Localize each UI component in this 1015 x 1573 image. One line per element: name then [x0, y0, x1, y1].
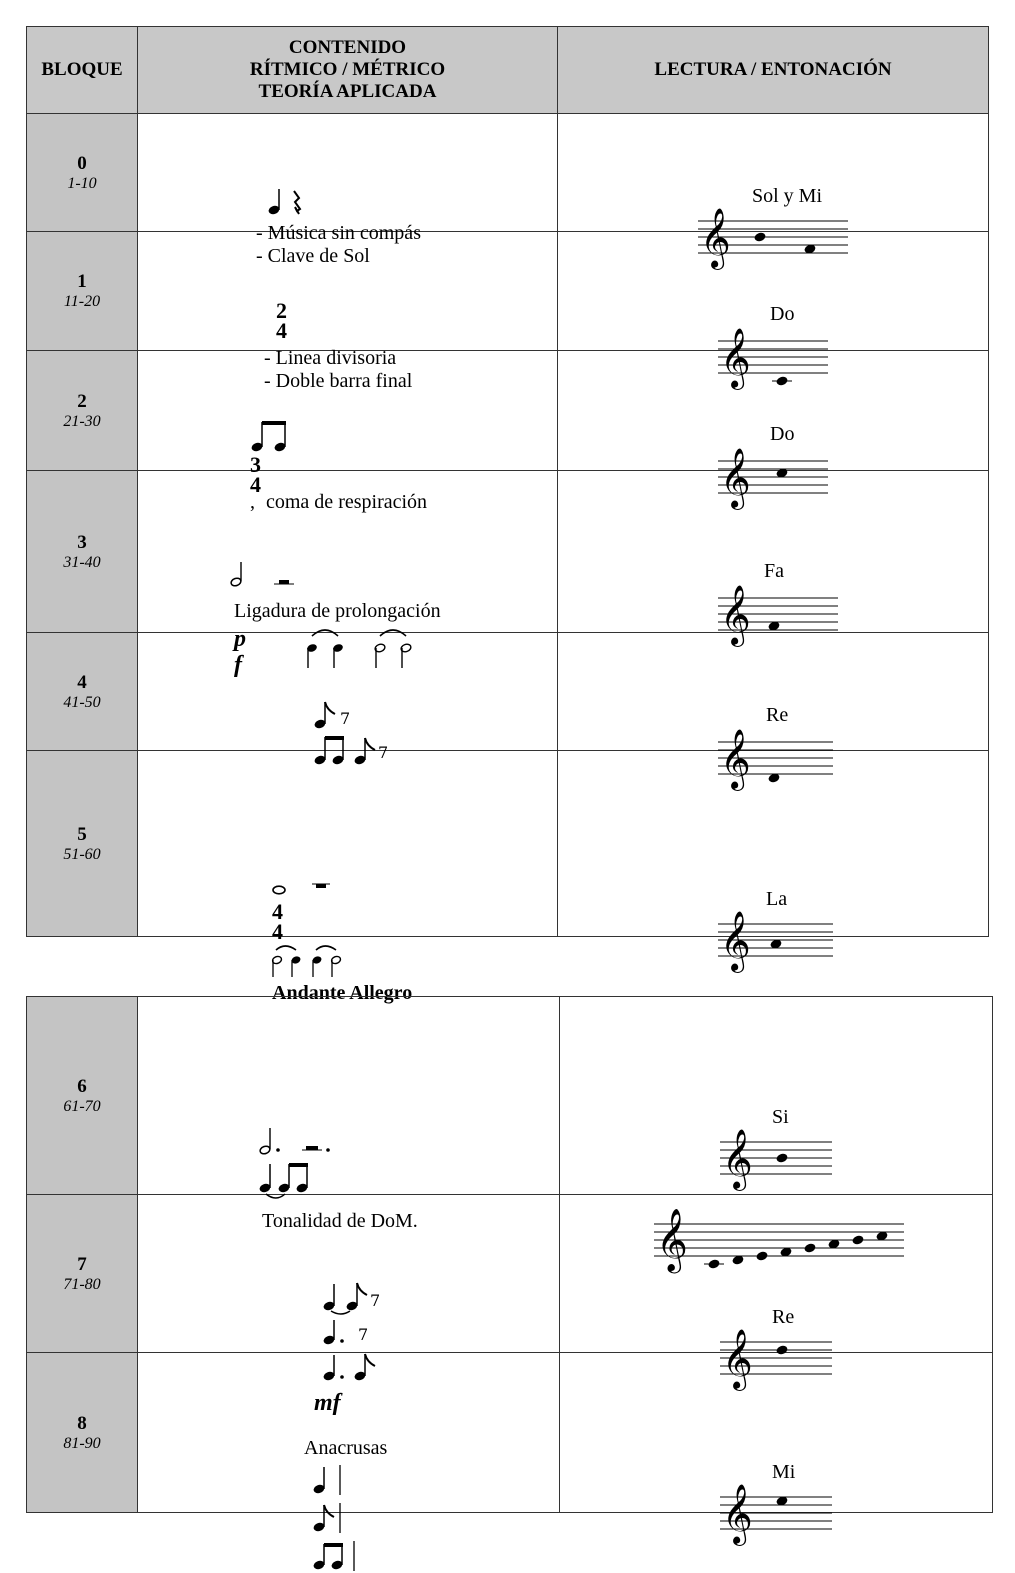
tempo-text: Andante Allegro [272, 981, 413, 1004]
content-cell [138, 114, 558, 267]
block-number: 5 [77, 823, 87, 845]
table-row [27, 633, 989, 751]
note-name: Fa [764, 559, 784, 582]
block-id [27, 1353, 138, 1513]
beamed-eighths-rest-icon [314, 734, 404, 766]
table-row [27, 1353, 993, 1513]
content-cell [138, 751, 558, 1004]
whole-note-rest-icon [272, 880, 342, 900]
svg-text:𝄞: 𝄞 [720, 328, 751, 388]
staff-do-icon [718, 329, 828, 399]
dotted-quarter-rest-icon [322, 1318, 382, 1348]
time-signature [250, 451, 261, 497]
staff-si-icon [720, 1130, 832, 1200]
content-text: - Linea divisoria [264, 347, 397, 369]
block-number: 3 [77, 531, 87, 553]
block-range: 61-70 [63, 1097, 101, 1115]
svg-text:𝄞: 𝄞 [722, 1128, 753, 1189]
block-range: 1-10 [67, 174, 97, 192]
staff-c-major-scale-icon [654, 1207, 904, 1280]
svg-text:7: 7 [358, 1324, 369, 1344]
block-id [27, 232, 138, 351]
staff-sol-mi-icon [698, 209, 848, 279]
table-row [27, 351, 989, 471]
block-number: 1 [77, 271, 87, 292]
note-name: Do [770, 303, 795, 325]
time-signature [276, 298, 287, 343]
tied-quarter-eighth-icon [322, 1280, 392, 1314]
svg-text:𝄞: 𝄞 [722, 1328, 753, 1389]
anacrusis-beamed-eighths-icon [312, 1541, 368, 1573]
tied-notes-icon [306, 622, 436, 672]
header-lectura: LECTURA / ENTONACIÓN [558, 27, 989, 114]
block-id [27, 351, 138, 471]
block-id [27, 633, 138, 751]
content-text: - Música sin compás [256, 221, 421, 244]
block-range: 41-50 [63, 693, 101, 711]
table-row [27, 114, 989, 232]
dynamic-mezzoforte: mf [314, 1389, 341, 1416]
beamed-eighths-icon [250, 419, 295, 453]
content-cell [138, 997, 560, 1232]
svg-text:𝄞: 𝄞 [720, 447, 751, 508]
block-range: 51-60 [63, 845, 101, 863]
time-signature-bottom: 4 [276, 318, 287, 343]
staff-mi-high-icon [720, 1485, 832, 1555]
block-id [27, 114, 138, 232]
staff-la-icon [718, 912, 833, 982]
note-name: Si [772, 1105, 789, 1128]
svg-text:7: 7 [370, 1290, 381, 1310]
header-bloque: BLOQUE [27, 27, 138, 114]
anacrusis-quarter-icon [312, 1465, 352, 1497]
block-number: 2 [77, 390, 87, 412]
block-range: 71-80 [63, 1275, 101, 1293]
block-id [27, 471, 138, 633]
half-note-rest-icon [230, 558, 310, 588]
svg-text:7: 7 [340, 708, 351, 728]
block-table-1 [26, 26, 989, 1004]
tied-notes-icon [272, 940, 372, 980]
dynamic-piano: p [234, 625, 246, 652]
content-text: - Clave de Sol [256, 244, 370, 267]
dynamic-forte: f [234, 651, 242, 678]
block-number: 6 [77, 1075, 87, 1097]
staff-re-high-icon [720, 1330, 832, 1400]
table-row [27, 751, 989, 937]
svg-text:𝄞: 𝄞 [656, 1207, 688, 1271]
staff-re-icon [718, 730, 833, 800]
content-text: coma de respiración [266, 490, 428, 513]
reading-cell [560, 997, 993, 1271]
block-number: 4 [77, 671, 87, 693]
time-signature-bottom: 4 [250, 471, 261, 497]
svg-text:𝄞: 𝄞 [720, 584, 751, 645]
note-name: Do [770, 422, 795, 445]
note-name: La [766, 887, 788, 910]
quarter-beamed-eighths-icon [258, 1158, 328, 1200]
eighth-note-rest-icon [314, 700, 364, 730]
time-signature [272, 898, 283, 944]
svg-text:𝄞: 𝄞 [720, 728, 751, 789]
block-range: 21-30 [63, 412, 101, 430]
header-contenido-line2: RÍTMICO / MÉTRICO [249, 59, 446, 80]
staff-do-high-icon [718, 449, 828, 519]
block-id [27, 1195, 138, 1353]
time-signature-bottom: 4 [272, 918, 283, 944]
table-row [27, 997, 993, 1195]
table-row [27, 471, 989, 633]
block-id [27, 997, 138, 1195]
svg-text:7: 7 [378, 742, 389, 762]
svg-text:𝄞: 𝄞 [722, 1483, 753, 1544]
header-contenido-line3: TEORÍA APLICADA [258, 81, 437, 102]
content-text: Ligadura de prolongación [234, 599, 441, 622]
block-range: 11-20 [63, 293, 101, 310]
block-number: 8 [77, 1412, 87, 1434]
block-range: 31-40 [63, 553, 101, 571]
reading-cell [558, 114, 989, 268]
anacrusis-eighth-icon [312, 1503, 352, 1535]
note-name: Re [766, 703, 789, 726]
block-table-2 [26, 996, 993, 1544]
content-text: Anacrusas [304, 1436, 388, 1459]
note-name: Sol y Mi [752, 184, 823, 207]
header-contenido-line1: CONTENIDO [288, 37, 407, 58]
breath-mark-icon: , [250, 490, 255, 513]
note-name: Mi [772, 1460, 796, 1483]
quarter-note-rest-icon [268, 187, 328, 217]
time-signature-top: 3 [250, 451, 261, 477]
block-number: 0 [77, 152, 87, 174]
svg-text:𝄞: 𝄞 [720, 910, 751, 971]
block-range: 81-90 [63, 1434, 101, 1452]
content-text: Tonalidad de DoM. [262, 1209, 418, 1232]
note-name: Re [772, 1305, 795, 1328]
time-signature-top: 2 [276, 298, 287, 323]
dotted-quarter-eighth-icon [322, 1352, 382, 1384]
staff-fa-icon [718, 586, 838, 656]
block-id [27, 751, 138, 937]
dotted-half-rest-icon [258, 1126, 358, 1156]
block-number: 7 [77, 1253, 87, 1275]
header-contenido [138, 27, 558, 114]
svg-text:𝄞: 𝄞 [700, 207, 731, 268]
content-text: - Doble barra final [264, 370, 413, 392]
time-signature-top: 4 [272, 898, 283, 924]
